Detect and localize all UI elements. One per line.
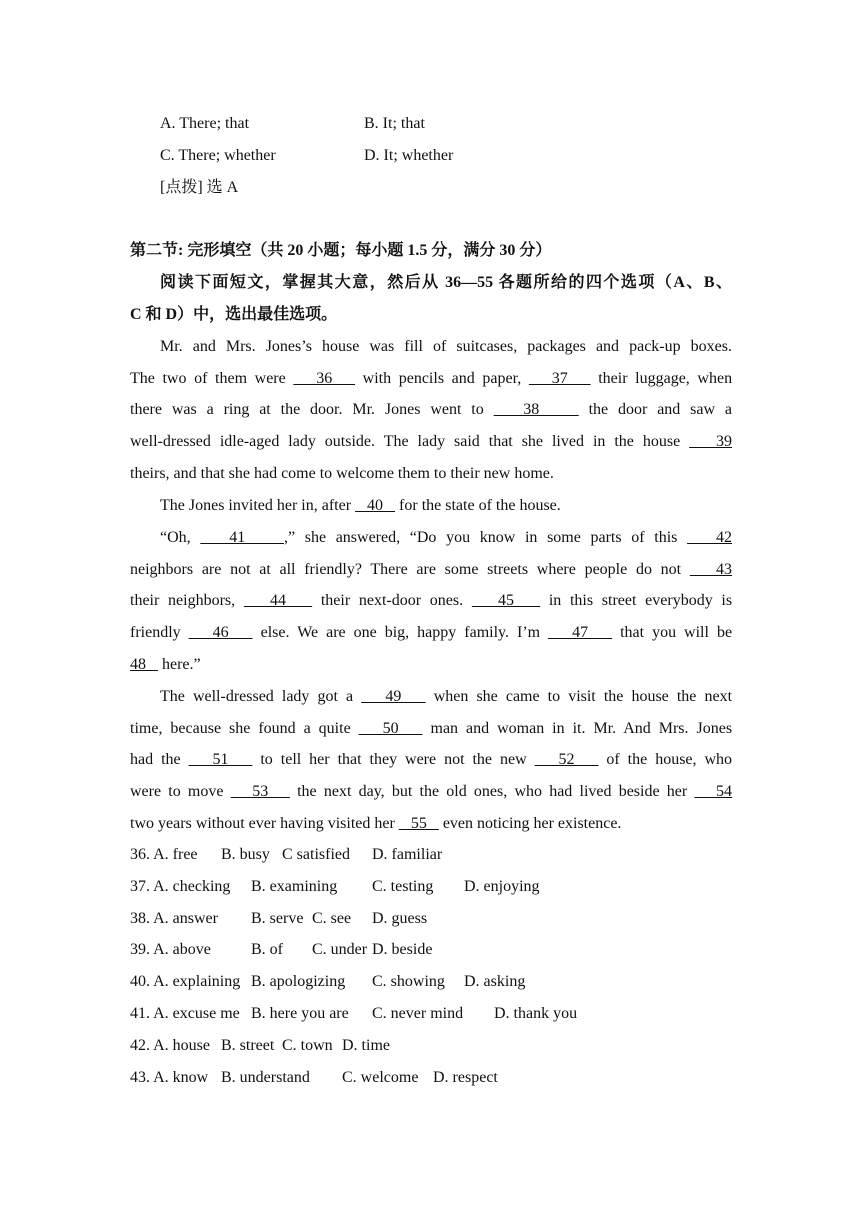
option-d: D. familiar (372, 846, 443, 863)
prev-option-b: B. It; that (364, 115, 425, 132)
option-c: C. showing (372, 973, 445, 990)
option-d: D. thank you (494, 1005, 578, 1022)
prev-hint: [点拨] 选 A (160, 179, 239, 196)
passage-line: Mr. and Mrs. Jones’s house was fill of suitcases, packages and pack-up boxes. (160, 338, 732, 355)
option-c: C satisfied (282, 846, 350, 863)
blank-40: 40 (355, 497, 396, 514)
option-a: 43. A. know (130, 1069, 209, 1086)
option-a: 36. A. free (130, 846, 198, 863)
passage-line: their neighbors, 44 their next-door ones. 45 in this street everybody is (130, 592, 733, 609)
option-a: 41. A. excuse me (130, 1005, 240, 1022)
passage-line: well-dressed idle-aged lady outside. The lady said that she lived in the house 39 (130, 433, 733, 450)
option-c: C. town (282, 1037, 333, 1054)
option-c: C. never mind (372, 1005, 464, 1022)
passage-line: The Jones invited her in, after 40 for the state of the house. (160, 497, 561, 514)
option-d: D. time (342, 1037, 390, 1054)
blank-41: 41 (200, 529, 284, 546)
blank-38: 38 (493, 401, 579, 418)
blank-51: 51 (188, 751, 253, 768)
passage-line: The two of them were 36 with pencils and paper, 37 their luggage, when (130, 370, 733, 387)
blank-50: 50 (358, 720, 423, 737)
passage-line: neighbors are not at all friendly? There are some streets where people do not 43 (130, 561, 733, 578)
prev-option-d: D. It; whether (364, 147, 454, 164)
blank-39: 39 (689, 433, 733, 450)
option-c: C. welcome (342, 1069, 419, 1086)
option-b: B. apologizing (251, 973, 346, 990)
section-title: 第二节: 完形填空（共 20 小题；每小题 1.5 分，满分 30 分） (130, 242, 552, 259)
blank-49: 49 (361, 688, 426, 705)
blank-52: 52 (534, 751, 599, 768)
option-c: C. under (312, 941, 368, 958)
section-instruction-1: 阅读下面短文，掌握其大意，然后从 36—55 各题所给的四个选项（A、B、 (160, 274, 732, 291)
option-d: D. enjoying (464, 878, 540, 895)
blank-37: 37 (528, 370, 591, 387)
option-a: 40. A. explaining (130, 973, 241, 990)
option-d: D. respect (433, 1069, 498, 1086)
passage-line: 48 here.” (130, 656, 201, 673)
option-d: D. beside (372, 941, 433, 958)
option-d: D. asking (464, 973, 526, 990)
passage-line: there was a ring at the door. Mr. Jones went to 38 the door and saw a (130, 401, 733, 418)
option-a: 42. A. house (130, 1037, 210, 1054)
blank-43: 43 (689, 561, 733, 578)
passage-line: time, because she found a quite 50 man and woman in it. Mr. And Mrs. Jones (130, 720, 733, 737)
blank-47: 47 (548, 624, 613, 641)
option-c: C. testing (372, 878, 434, 895)
passage-line: friendly 46 else. We are one big, happy family. I’m 47 that you will be (130, 624, 733, 641)
option-b: B. here you are (251, 1005, 349, 1022)
prev-option-c: C. There; whether (160, 147, 276, 164)
passage-line: theirs, and that she had come to welcome them to their new home. (130, 465, 554, 482)
option-a: 37. A. checking (130, 878, 231, 895)
passage-line: had the 51 to tell her that they were not the new 52 of the house, who (130, 751, 733, 768)
option-a: 38. A. answer (130, 910, 218, 927)
option-a: 39. A. above (130, 941, 211, 958)
option-d: D. guess (372, 910, 428, 927)
blank-44: 44 (243, 592, 313, 609)
blank-46: 46 (188, 624, 253, 641)
passage-line: two years without ever having visited her 55 even noticing her existence. (130, 815, 622, 832)
blank-45: 45 (471, 592, 541, 609)
blank-53: 53 (230, 783, 290, 800)
blank-36: 36 (293, 370, 356, 387)
option-c: C. see (312, 910, 352, 927)
option-b: B. understand (221, 1069, 310, 1086)
option-b: B. of (251, 941, 283, 958)
blank-55: 55 (398, 815, 439, 832)
blank-48: 48 (130, 656, 158, 673)
section-instruction-2: C 和 D）中，选出最佳选项。 (130, 306, 338, 323)
option-b: B. examining (251, 878, 338, 895)
option-b: B. serve (251, 910, 304, 927)
option-b: B. street (221, 1037, 275, 1054)
option-b: B. busy (221, 846, 270, 863)
blank-42: 42 (687, 529, 733, 546)
blank-54: 54 (694, 783, 733, 800)
passage-line: “Oh, 41 ,” she answered, “Do you know in some parts of this 42 (160, 529, 733, 546)
passage-line: were to move 53 the next day, but the old ones, who had lived beside her 54 (130, 783, 733, 800)
prev-option-a: A. There; that (160, 115, 250, 132)
passage-line: The well-dressed lady got a 49 when she came to visit the house the next (160, 688, 733, 705)
